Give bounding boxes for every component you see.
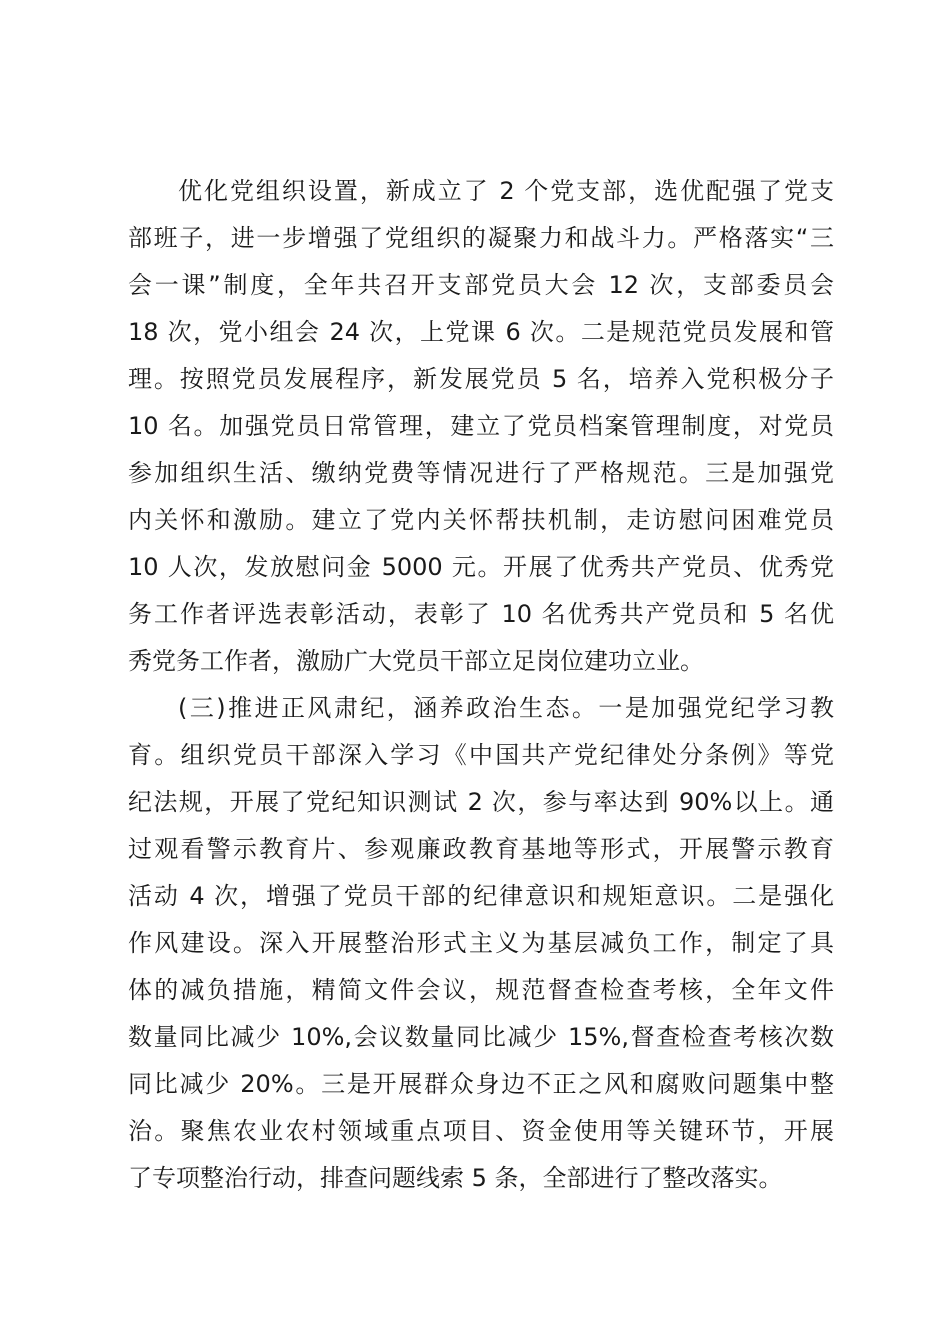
text-line: 内关怀和激励。建立了党内关怀帮扶机制，走访慰问困难党员	[128, 506, 834, 534]
text-line: 治。聚焦农业农村领域重点项目、资金使用等关键环节，开展	[128, 1117, 834, 1145]
paragraph-party-organization	[128, 168, 834, 685]
text-line: 过观看警示教育片、参观廉政教育基地等形式，开展警示教育	[128, 835, 834, 863]
text-line: (三)推进正风肃纪，涵养政治生态。一是加强党纪学习教	[178, 694, 834, 722]
text-line: 18 次，党小组会 24 次，上党课 6 次。二是规范党员发展和管	[128, 318, 834, 346]
text-line: 10 名。加强党员日常管理，建立了党员档案管理制度，对党员	[128, 412, 834, 440]
text-line: 参加组织生活、缴纳党费等情况进行了严格规范。三是加强党	[128, 459, 834, 487]
text-line: 活动 4 次，增强了党员干部的纪律意识和规矩意识。二是强化	[128, 882, 834, 910]
text-line: 数量同比减少 10%,会议数量同比减少 15%,督查检查考核次数	[128, 1023, 834, 1051]
text-line: 同比减少 20%。三是开展群众身边不正之风和腐败问题集中整	[128, 1070, 834, 1098]
text-line: 作风建设。深入开展整治形式主义为基层减负工作，制定了具	[128, 929, 834, 957]
text-line: 优化党组织设置，新成立了 2 个党支部，选优配强了党支	[178, 177, 834, 205]
text-line: 会一课”制度，全年共召开支部党员大会 12 次，支部委员会	[128, 271, 834, 299]
text-line: 务工作者评选表彰活动，表彰了 10 名优秀共产党员和 5 名优	[128, 600, 834, 628]
text-line: 体的减负措施，精简文件会议，规范督查检查考核，全年文件	[128, 976, 834, 1004]
text-line: 纪法规，开展了党纪知识测试 2 次，参与率达到 90%以上。通	[128, 788, 834, 816]
paragraph-discipline	[128, 685, 834, 1202]
text-line: 了专项整治行动，排查问题线索 5 条，全部进行了整改落实。	[128, 1164, 783, 1192]
text-line: 部班子，进一步增强了党组织的凝聚力和战斗力。严格落实“三	[128, 224, 834, 252]
text-line: 理。按照党员发展程序，新发展党员 5 名，培养入党积极分子	[128, 365, 834, 393]
document-body	[128, 168, 834, 1202]
text-line: 10 人次，发放慰问金 5000 元。开展了优秀共产党员、优秀党	[128, 553, 834, 581]
text-line: 育。组织党员干部深入学习《中国共产党纪律处分条例》等党	[128, 741, 834, 769]
text-line: 秀党务工作者，激励广大党员干部立足岗位建功立业。	[128, 647, 704, 675]
